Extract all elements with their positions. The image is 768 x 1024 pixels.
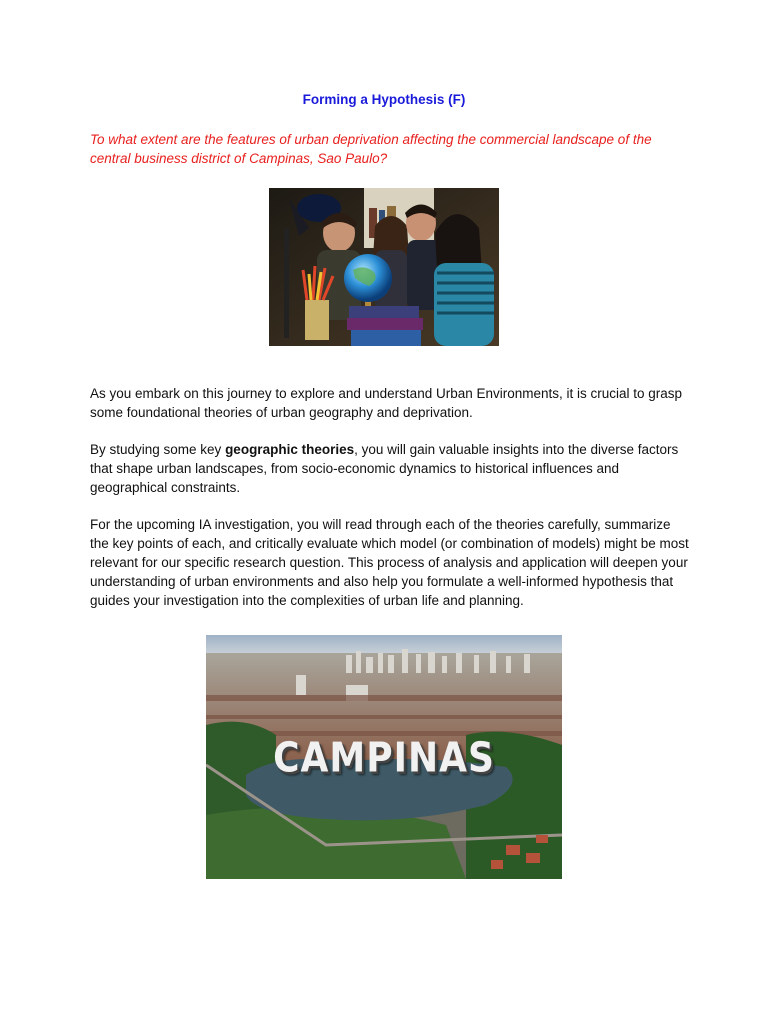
theories-text-before: By studying some key (90, 441, 226, 457)
theories-paragraph (90, 440, 690, 497)
theories-bold-term: geographic theories (225, 441, 355, 457)
page-title: Forming a Hypothesis (F) (302, 92, 466, 107)
intro-paragraph: As you embark on this journey to explore and understand Urban Environments, it is crucial to grasp some foundational theories of urban geography and deprivation. (90, 385, 683, 420)
research-question: To what extent are the features of urban deprivation affecting the commercial landscape of the central business district of Campinas, Sao Paulo? (90, 132, 652, 166)
ia-investigation-paragraph: For the upcoming IA investigation, you will read through each of the theories carefully, summarize the key points of each, and critically evaluate which model (or combination of models) might be most relevant for our specific research question. This process of analysis and application will deepen your understanding of urban environments and also help you formulate a well-informed hypothesis that guides your investigation into the complexities of urban life and planning. (90, 516, 689, 608)
campinas-sign-text: CAMPINAS (273, 734, 495, 783)
theories-text-after: , you will gain valuable insights into the diverse factors that shape urban landscapes, from socio-economic dynamics to historical influences and geographical constraints. (90, 441, 679, 495)
campinas-aerial-photo (206, 635, 562, 879)
students-globe-photo (269, 188, 499, 346)
